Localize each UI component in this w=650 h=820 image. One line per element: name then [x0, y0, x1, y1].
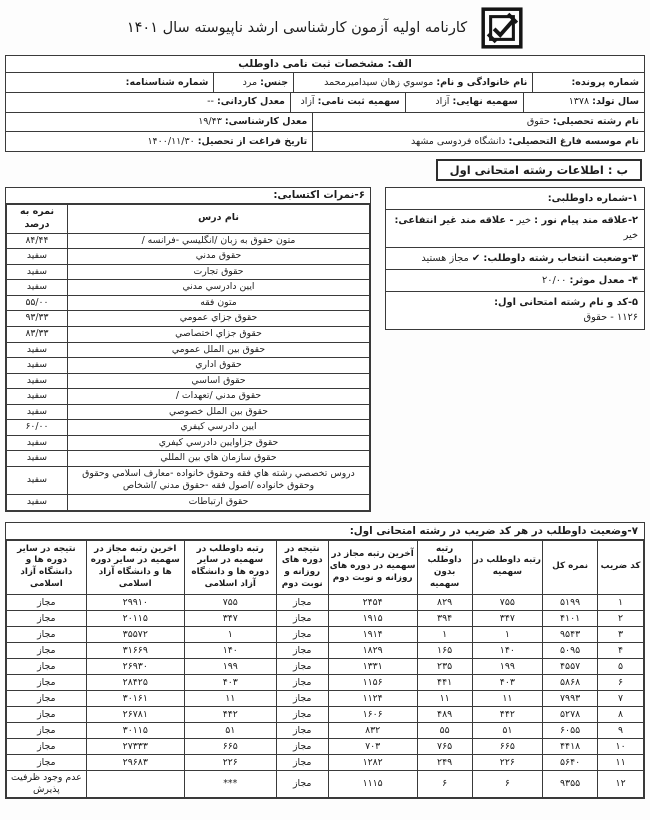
status-row: [7, 755, 644, 771]
rank-without-quota-cell: ۱۱: [417, 691, 472, 707]
score-cell: ۶۰/۰۰: [7, 420, 68, 436]
rank-without-quota-cell: ۸۲۹: [417, 595, 472, 611]
rank-in-quota-cell: ۶۶۵: [472, 739, 542, 755]
score-cell: سفید: [7, 342, 68, 358]
result-day-cell: مجاز: [276, 739, 328, 755]
total-score-cell: ۵۸۶۸: [543, 675, 598, 691]
full-name-value: موسوي زهان سیدامیرمحمد: [324, 76, 437, 88]
first-exam-field-code-value: ۱۱۲۶ - حقوق: [583, 312, 638, 324]
score-cell: سفید: [7, 264, 68, 280]
score-cell: سفید: [7, 249, 68, 265]
status-row: [7, 739, 644, 755]
registration-info-table: [5, 55, 645, 152]
field-associate-gpa: [6, 93, 290, 112]
score-cell: سفید: [7, 389, 68, 405]
course-name-cell: حقوق ارتباطات: [68, 494, 370, 510]
course-name-cell: حقوق تجارت: [68, 264, 370, 280]
rank-in-quota-other-cell: ۴۴۲: [184, 707, 276, 723]
rank-in-quota-other-cell: ۱: [184, 627, 276, 643]
coef-code-cell: ۵: [598, 659, 644, 675]
total-score-cell: ۴۴۱۸: [543, 739, 598, 755]
course-name-cell: حقوق اساسي: [68, 373, 370, 389]
info-item-effective-gpa: [386, 270, 644, 292]
result-other-header: نتیجه در سایر دوره ها و دانشگاه آزاد اسلامی: [7, 540, 87, 595]
grades-table: [5, 187, 371, 511]
rank-in-quota-cell: ۴۴۲: [472, 707, 542, 723]
last-allowed-rank-other-cell: ۳۱۶۶۹: [86, 643, 184, 659]
rank-in-quota-other-cell: ۱۴۰: [184, 643, 276, 659]
course-name-cell: متون حقوق به زبان /انگلیسي -فرانسه /: [68, 233, 370, 249]
result-day-cell: مجاز: [276, 723, 328, 739]
grade-row: [7, 420, 370, 436]
coef-code-cell: ۱۲: [598, 771, 644, 798]
last-allowed-rank-other-header: اخرین رتبه مجاز در سهمیه در سایر دوره ها و دانشگاه آزاد اسلامی: [86, 540, 184, 595]
score-cell: سفید: [7, 280, 68, 296]
score-cell: سفید: [7, 466, 68, 494]
result-day-cell: مجاز: [276, 707, 328, 723]
course-name-cell: حقوق سازمان هاي بین المللي: [68, 451, 370, 467]
rank-in-quota-header: رتبه داوطلب در سهمیه: [472, 540, 542, 595]
coefficient-status-table: [5, 522, 645, 799]
total-score-cell: ۵۲۷۸: [543, 707, 598, 723]
result-day-cell: مجاز: [276, 643, 328, 659]
total-score-header: نمره کل: [543, 540, 598, 595]
coef-code-cell: ۹: [598, 723, 644, 739]
score-cell: ۵۵/۰۰: [7, 295, 68, 311]
field-final-quota: [405, 93, 523, 112]
coef-code-cell: ۲: [598, 611, 644, 627]
course-name-cell: ایین دادرسي کیفري: [68, 420, 370, 436]
course-name-cell: حقوق بین الملل خصوصي: [68, 404, 370, 420]
last-allowed-rank-day-cell: ۱۶۰۶: [328, 707, 417, 723]
gender-label: جنس:: [260, 76, 289, 88]
score-cell: ۸۳/۳۳: [7, 326, 68, 342]
first-field-info-panel: [385, 187, 645, 330]
last-allowed-rank-day-cell: ۱۸۲۹: [328, 643, 417, 659]
bachelor-gpa-value: ۱۹/۴۳: [198, 116, 225, 128]
birth-year-label: سال تولد:: [592, 96, 639, 108]
score-cell: سفید: [7, 494, 68, 510]
payamnoor-interest-value2: خیر: [623, 230, 638, 242]
associate-gpa-value: --: [207, 96, 217, 108]
grades-header-row: [7, 205, 370, 234]
field-full-name: [293, 73, 532, 92]
last-allowed-rank-day-cell: ۱۱۲۴: [328, 691, 417, 707]
field-id-number: [6, 73, 213, 92]
rank-without-quota-cell: ۳۹۴: [417, 611, 472, 627]
coef-code-header: کد ضریب: [598, 540, 644, 595]
info-item-first-exam-field-code: [386, 292, 644, 328]
grade-row: [7, 233, 370, 249]
graduation-institution-value: دانشگاه فردوسی مشهد: [410, 135, 509, 147]
total-score-cell: ۷۹۹۳: [543, 691, 598, 707]
info-item-field-selection-status: [386, 248, 644, 271]
score-cell: ۸۴/۴۴: [7, 233, 68, 249]
grade-row: [7, 311, 370, 327]
last-allowed-rank-day-cell: ۱۳۳۱: [328, 659, 417, 675]
grade-row: [7, 389, 370, 405]
score-cell: سفید: [7, 451, 68, 467]
rank-without-quota-header: رتبه داوطلب بدون سهمیه: [417, 540, 472, 595]
grade-row: [7, 373, 370, 389]
rank-in-quota-cell: ۷۵۵: [472, 595, 542, 611]
grade-row: [7, 358, 370, 374]
status-row: [7, 707, 644, 723]
rank-in-quota-other-cell: ۷۵۵: [184, 595, 276, 611]
registration-info-title: الف: مشخصات ثبت نامی داوطلب: [6, 56, 644, 73]
status-row: [7, 611, 644, 627]
last-allowed-rank-other-cell: ۲۹۹۱۰: [86, 595, 184, 611]
result-other-cell: مجاز: [7, 707, 87, 723]
total-score-cell: ۵۶۴۰: [543, 755, 598, 771]
last-allowed-rank-other-cell: ۲۶۹۳۰: [86, 659, 184, 675]
graduation-date-value: ۱۴۰۰/۱۱/۳۰: [147, 135, 198, 147]
study-field-value: حقوق: [526, 116, 553, 128]
rank-in-quota-other-cell: ۲۲۶: [184, 755, 276, 771]
field-selection-status-value: مجاز هستید: [421, 252, 472, 264]
total-score-cell: ۴۱۰۱: [543, 611, 598, 627]
status-row: [7, 675, 644, 691]
result-day-cell: مجاز: [276, 675, 328, 691]
field-selection-status-label: ۳-وضعیت انتخاب رشته داوطلب:: [483, 252, 638, 264]
report-title: کارنامه اولیه آزمون کارشناسی ارشد ناپیوسته سال ۱۴۰۱: [126, 20, 468, 36]
result-day-header: نتیجه در دوره های روزانه و نوبت دوم: [276, 540, 328, 595]
last-allowed-rank-day-cell: ۱۲۸۲: [328, 755, 417, 771]
study-field-label: نام رشته تحصیلی:: [552, 116, 639, 128]
rank-in-quota-other-cell: ۴۰۳: [184, 675, 276, 691]
final-quota-value: آزاد: [435, 96, 453, 108]
field-file-number: [532, 73, 644, 92]
course-name-cell: حقوق جزاي عمومي: [68, 311, 370, 327]
sanjesh-logo-icon: [481, 7, 523, 49]
effective-gpa-value: ۲۰/۰۰: [541, 275, 570, 287]
total-score-cell: ۴۵۵۷: [543, 659, 598, 675]
score-cell: سفید: [7, 404, 68, 420]
result-day-cell: مجاز: [276, 659, 328, 675]
status-row: [7, 627, 644, 643]
birth-year-value: ۱۳۷۸: [568, 96, 593, 108]
grade-row: [7, 494, 370, 510]
registration-quota-label: سهمیه ثبت نامی:: [317, 96, 400, 108]
file-number-label: شماره پرونده:: [571, 76, 639, 88]
last-allowed-rank-other-cell: ۲۶۷۸۱: [86, 707, 184, 723]
last-allowed-rank-other-cell: ۲۰۱۱۵: [86, 611, 184, 627]
score-cell: سفید: [7, 435, 68, 451]
field-graduation-date: [6, 132, 312, 151]
rank-in-quota-cell: ۳۴۷: [472, 611, 542, 627]
document-header: [0, 0, 650, 55]
field-graduation-institution: [312, 132, 644, 151]
result-other-cell: مجاز: [7, 675, 87, 691]
last-allowed-rank-day-cell: ۱۹۱۵: [328, 611, 417, 627]
rank-in-quota-other-cell: ***: [184, 771, 276, 798]
last-allowed-rank-other-cell: [86, 771, 184, 798]
payamnoor-interest-label2: - علاقه مند غیر انتفاعی:: [394, 215, 514, 227]
result-day-cell: مجاز: [276, 595, 328, 611]
coef-code-cell: ۸: [598, 707, 644, 723]
coef-code-cell: ۱: [598, 595, 644, 611]
course-name-cell: دروس تخصصي رشته هاي فقه وحقوق خانواده -معارف اسلامي وحقوق وحقوق خانواده /اصول فقه -حقوق مدني /اشخاص: [68, 466, 370, 494]
grade-row: [7, 342, 370, 358]
score-cell: سفید: [7, 358, 68, 374]
status-row: [7, 771, 644, 798]
rank-in-quota-cell: ۵۱: [472, 723, 542, 739]
grade-row: [7, 280, 370, 296]
gender-value: مرد: [242, 76, 261, 88]
coef-code-cell: ۶: [598, 675, 644, 691]
result-day-cell: مجاز: [276, 771, 328, 798]
payamnoor-interest-value: خیر: [513, 215, 535, 227]
bachelor-gpa-label: معدل کارشناسی:: [224, 116, 308, 128]
checkmark-icon: ✔: [471, 252, 484, 264]
course-name-cell: حقوق جزاي اختصاصي: [68, 326, 370, 342]
last-allowed-rank-day-cell: ۷۰۳: [328, 739, 417, 755]
last-allowed-rank-other-cell: ۳۰۱۱۵: [86, 723, 184, 739]
registration-row: [6, 73, 644, 93]
result-day-cell: مجاز: [276, 611, 328, 627]
total-score-cell: ۶۰۵۵: [543, 723, 598, 739]
rank-in-quota-cell: ۱۴۰: [472, 643, 542, 659]
result-other-cell: مجاز: [7, 659, 87, 675]
result-other-cell: مجاز: [7, 595, 87, 611]
section-b-title: ب : اطلاعات رشته امتحانی اول: [436, 159, 642, 181]
course-name-header: نام درس: [68, 205, 370, 234]
result-other-cell: مجاز: [7, 755, 87, 771]
coef-code-cell: ۷: [598, 691, 644, 707]
course-name-cell: حقوق بین الملل عمومي: [68, 342, 370, 358]
field-gender: [213, 73, 293, 92]
last-allowed-rank-day-cell: ۱۱۵۶: [328, 675, 417, 691]
result-other-cell: مجاز: [7, 643, 87, 659]
last-allowed-rank-day-header: آخرین رتبه مجاز در سهمیه در دوره های روزانه و نوبت دوم: [328, 540, 417, 595]
total-score-cell: ۵۱۹۹: [543, 595, 598, 611]
associate-gpa-label: معدل کاردانی:: [216, 96, 285, 108]
status-row: [7, 595, 644, 611]
graduation-date-label: تاریخ فراغت از تحصیل:: [197, 135, 308, 147]
field-birth-year: [523, 93, 644, 112]
result-other-cell: مجاز: [7, 627, 87, 643]
rank-in-quota-other-cell: ۱۹۹: [184, 659, 276, 675]
rank-in-quota-cell: ۴۰۳: [472, 675, 542, 691]
coef-code-cell: ۳: [598, 627, 644, 643]
course-name-cell: متون فقه: [68, 295, 370, 311]
rank-in-quota-other-cell: ۶۶۵: [184, 739, 276, 755]
payamnoor-interest-label: ۲-علاقه مند پیام نور :: [534, 215, 638, 227]
info-item-payamnoor-interest: [386, 210, 644, 247]
first-exam-field-code-label: ۵-کد و نام رشته امتحانی اول:: [494, 297, 638, 309]
grade-row: [7, 466, 370, 494]
last-allowed-rank-other-cell: ۳۰۱۶۱: [86, 691, 184, 707]
final-quota-label: سهمیه نهایی:: [452, 96, 518, 108]
registration-quota-value: آزاد: [300, 96, 318, 108]
candidate-number-label: ۱-شماره داوطلبی:: [547, 193, 638, 205]
score-cell: سفید: [7, 373, 68, 389]
grade-row: [7, 326, 370, 342]
effective-gpa-label: ۴- معدل موثر:: [569, 275, 638, 287]
status-row: [7, 659, 644, 675]
registration-row: [6, 132, 644, 151]
status-row: [7, 723, 644, 739]
grade-row: [7, 451, 370, 467]
rank-in-quota-cell: ۲۲۶: [472, 755, 542, 771]
coefficient-status-title: ۷-وضعیت داوطلب در هر کد ضریب در رشته امتحانی اول:: [6, 523, 644, 540]
rank-without-quota-cell: ۴۴۱: [417, 675, 472, 691]
coef-code-cell: ۱۰: [598, 739, 644, 755]
last-allowed-rank-day-cell: ۱۹۱۴: [328, 627, 417, 643]
graduation-institution-label: نام موسسه فارغ التحصیلی:: [508, 135, 639, 147]
course-name-cell: حقوق جزاوایین دادرسي کیفري: [68, 435, 370, 451]
full-name-label: نام خانوادگی و نام:: [436, 76, 528, 88]
score-percent-header: نمره به درصد: [7, 205, 68, 234]
status-row: [7, 643, 644, 659]
rank-in-quota-cell: ۱: [472, 627, 542, 643]
result-other-cell: مجاز: [7, 739, 87, 755]
rank-in-quota-cell: ۶: [472, 771, 542, 798]
rank-in-quota-other-cell: ۳۴۷: [184, 611, 276, 627]
total-score-cell: ۵۰۹۵: [543, 643, 598, 659]
coef-code-cell: ۴: [598, 643, 644, 659]
grade-row: [7, 295, 370, 311]
course-name-cell: حقوق مدني /تعهدات /: [68, 389, 370, 405]
info-item-candidate-number: [386, 188, 644, 210]
field-study-field: [312, 113, 644, 132]
rank-without-quota-cell: ۱۶۵: [417, 643, 472, 659]
score-cell: ۹۳/۳۳: [7, 311, 68, 327]
rank-in-quota-other-header: رتبه داوطلب در سهمیه در سایر دوره ها و دانشگاه آزاد اسلامی: [184, 540, 276, 595]
last-allowed-rank-other-cell: ۳۵۵۷۲: [86, 627, 184, 643]
coef-code-cell: ۱۱: [598, 755, 644, 771]
result-other-cell: عدم وجود ظرفیت پذیرش: [7, 771, 87, 798]
grade-row: [7, 404, 370, 420]
rank-without-quota-cell: ۶: [417, 771, 472, 798]
rank-without-quota-cell: ۲۳۵: [417, 659, 472, 675]
status-header-row: [7, 540, 644, 595]
total-score-cell: ۹۳۵۵: [543, 771, 598, 798]
status-row: [7, 691, 644, 707]
grade-row: [7, 435, 370, 451]
grades-title: ۶-نمرات اکتسابی:: [6, 188, 370, 204]
grade-row: [7, 249, 370, 265]
rank-without-quota-cell: ۴۸۹: [417, 707, 472, 723]
registration-row: [6, 113, 644, 133]
result-day-cell: مجاز: [276, 755, 328, 771]
last-allowed-rank-other-cell: ۲۹۶۸۳: [86, 755, 184, 771]
rank-in-quota-other-cell: ۱۱: [184, 691, 276, 707]
rank-without-quota-cell: ۷۶۵: [417, 739, 472, 755]
grade-row: [7, 264, 370, 280]
section-b-body: [5, 187, 645, 511]
rank-without-quota-cell: ۲۴۹: [417, 755, 472, 771]
result-other-cell: مجاز: [7, 611, 87, 627]
field-bachelor-gpa: [6, 113, 312, 132]
id-number-label: شماره شناسنامه:: [125, 76, 209, 88]
rank-in-quota-cell: ۱۹۹: [472, 659, 542, 675]
course-name-cell: حقوق مدني: [68, 249, 370, 265]
rank-in-quota-other-cell: ۵۱: [184, 723, 276, 739]
rank-without-quota-cell: ۱: [417, 627, 472, 643]
result-day-cell: مجاز: [276, 627, 328, 643]
registration-row: [6, 93, 644, 113]
last-allowed-rank-other-cell: ۲۸۴۲۵: [86, 675, 184, 691]
result-day-cell: مجاز: [276, 691, 328, 707]
course-name-cell: ایین دادرسي مدني: [68, 280, 370, 296]
field-registration-quota: [290, 93, 405, 112]
result-other-cell: مجاز: [7, 691, 87, 707]
last-allowed-rank-day-cell: ۱۱۱۵: [328, 771, 417, 798]
last-allowed-rank-other-cell: ۲۷۳۳۳: [86, 739, 184, 755]
last-allowed-rank-day-cell: ۸۳۲: [328, 723, 417, 739]
last-allowed-rank-day-cell: ۲۴۵۴: [328, 595, 417, 611]
course-name-cell: حقوق اداري: [68, 358, 370, 374]
rank-in-quota-cell: ۱۱: [472, 691, 542, 707]
total-score-cell: ۹۵۴۳: [543, 627, 598, 643]
rank-without-quota-cell: ۵۵: [417, 723, 472, 739]
result-other-cell: مجاز: [7, 723, 87, 739]
